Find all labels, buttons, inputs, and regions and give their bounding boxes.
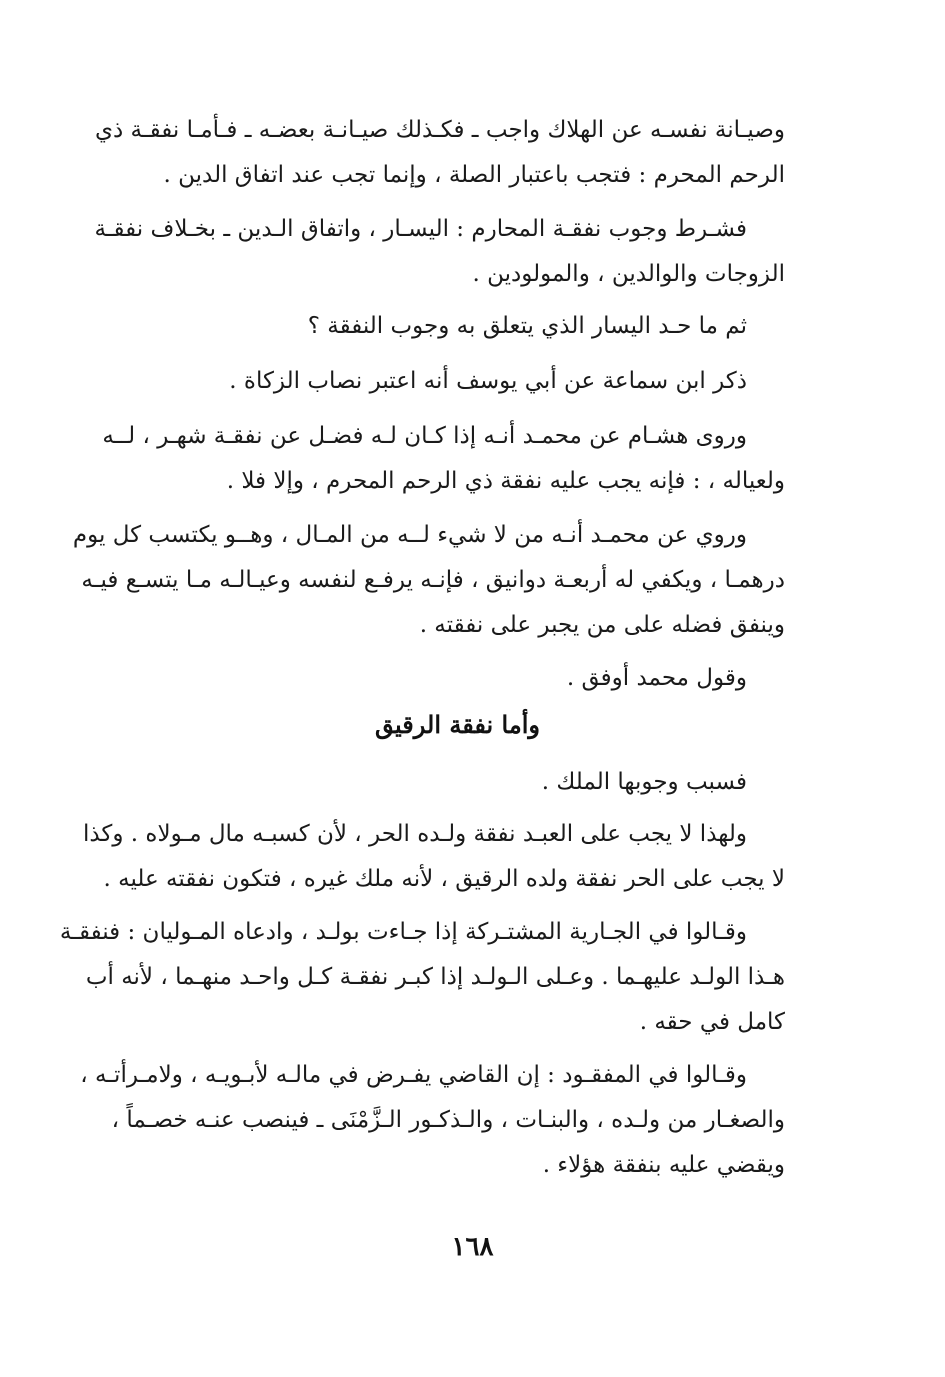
text-line: درهمـا ، ويكفي له أربعـة دوانيق ، فإنـه يرفـع لنفسه وعيـالـه مـا يتسـع فيـه (81, 567, 785, 593)
text-line: والصغـار من ولـده ، والبنـات ، والـذكـور الـزَّمْنَى ـ فينصب عنـه خصـماً ، (111, 1107, 785, 1133)
text-line: الزوجات والوالدين ، والمولودين . (472, 261, 785, 287)
paragraph-9 (82, 812, 785, 902)
paragraph-7 (130, 656, 785, 701)
text-line: ولهذا لا يجب على العبـد نفقة ولـده الحر ، لأن كسبـه مال مـولاه . وكذا (82, 821, 747, 847)
section-heading: وأما نفقة الرقيق (375, 710, 540, 739)
paragraph-5 (102, 414, 785, 504)
text-line: فشـرط وجوب نفقـة المحارم : اليسـار ، واتفاق الـدين ـ بخـلاف نفقـة (94, 216, 747, 242)
paragraph-6 (72, 513, 785, 648)
text-line: ويقضي عليه بنفقة هؤلاء . (542, 1152, 785, 1178)
text-line: وروي عن محمـد أنـه من لا شيء لــه من المـال ، وهــو يكتسب كل يوم (72, 522, 747, 548)
text-line: وروى هشـام عن محمـد أنـه إذا كـان لـه فضـل عن نفقـة شهـر ، لــه (102, 423, 747, 449)
paragraph-8 (130, 760, 785, 805)
paragraph-11 (80, 1053, 785, 1188)
text-line: وصيـانة نفسـه عن الهلاك واجب ـ فكـذلك صيـانـة بعضـه ـ فـأمـا نفقـة ذي (95, 117, 785, 143)
text-line: ولعياله ، : فإنه يجب عليه نفقة ذي الرحم المحرم ، وإلا فلا . (226, 468, 785, 494)
text-line: ذكر ابن سماعة عن أبي يوسف أنه اعتبر نصاب الزكاة . (229, 368, 747, 394)
text-line: الرحم المحرم : فتجب باعتبار الصلة ، وإنما تجب عند اتفاق الدين . (163, 162, 785, 188)
paragraph-10 (59, 910, 785, 1045)
text-line: وقول محمد أوفق . (566, 665, 747, 691)
text-line: فسبب وجوبها الملك . (541, 769, 747, 795)
paragraph-1 (95, 108, 785, 198)
text-line: وينفق فضله على من يجبر على نفقته . (419, 612, 785, 638)
text-line: لا يجب على الحر نفقة ولده الرقيق ، لأنه ملك غيره ، فتكون نفقته عليه . (103, 866, 785, 892)
text-line: وقـالوا في المفقـود : إن القاضي يفـرض في مالـه لأبـويـه ، ولامـرأتـه ، (80, 1062, 747, 1088)
paragraph-3 (130, 304, 785, 349)
paragraph-4 (130, 359, 785, 404)
text-line: وقـالوا في الجـارية المشتـركة إذا جـاءت بولـد ، وادعاه المـوليان : فنفقـة (59, 919, 747, 945)
text-line: كامل في حقه . (639, 1009, 785, 1035)
page-number: ١٦٨ (451, 1232, 494, 1262)
text-line: هـذا الولـد عليهـما . وعـلى الـولـد إذا كبـر نفقـة كـل واحـد منهـما ، لأنه أب (85, 964, 785, 990)
text-line: ثم ما حـد اليسار الذي يتعلق به وجوب النفقة ؟ (307, 313, 747, 339)
paragraph-2 (94, 207, 785, 297)
